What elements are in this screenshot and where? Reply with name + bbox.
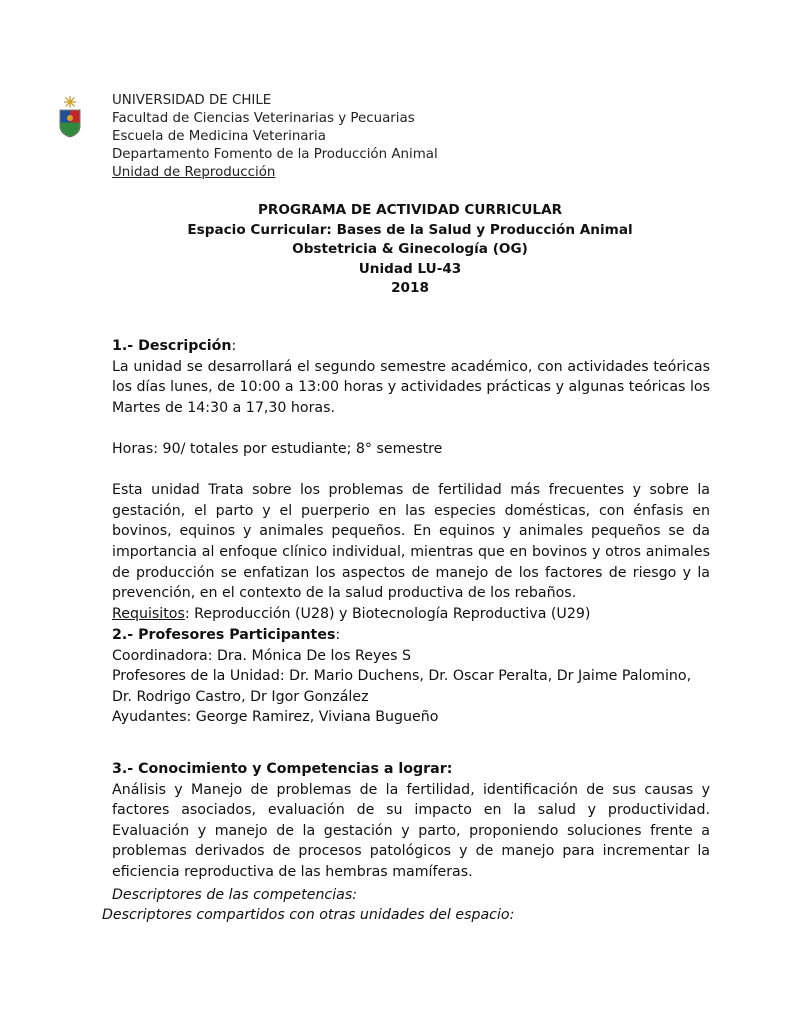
curricular-space: Espacio Curricular: Bases de la Salud y Producción Animal <box>187 221 633 238</box>
unit-code: Unidad LU-43 <box>358 260 462 277</box>
requirements-line: Requisitos: Reproducción (U28) y Biotecnología Reproductiva (U29) <box>112 605 591 622</box>
coordinator-line: Coordinadora: Dra. Mónica De los Reyes S <box>112 647 411 664</box>
unit-summary-paragraph: Esta unidad Trata sobre los problemas de fertilidad más frecuentes y sobre la gestación, el parto y el puerperio en las especies domésticas, con énfasis en bovinos, equinos y animales pequeños. En equinos y animales pequeños se da importancia al enfoque clínico individual, mientras que en bovinos y otros animales de producción se enfatizan los aspectos de manejo de los factores de riesgo y la prevención, en el contexto de la salud productiva de los rebaños. <box>112 482 710 602</box>
program-title: PROGRAMA DE ACTIVIDAD CURRICULAR <box>257 202 563 218</box>
institution-header <box>112 92 438 182</box>
unit-name: Unidad de Reproducción <box>112 165 276 180</box>
section-description <box>112 336 710 624</box>
assistants-line: Ayudantes: George Ramirez, Viviana Bugueño <box>112 709 439 726</box>
year: 2018 <box>391 280 429 296</box>
requirements-label: Requisitos <box>112 605 185 622</box>
section-heading: 3.- Conocimiento y Competencias a lograr: <box>112 761 453 777</box>
course-name: Obstetricia & Ginecología (OG) <box>292 241 528 257</box>
university-name: UNIVERSIDAD DE CHILE <box>112 93 272 108</box>
section-competencies <box>112 759 710 883</box>
section-heading: 1.- Descripción: <box>112 338 237 354</box>
competencies-paragraph: Análisis y Manejo de problemas de la fertilidad, identificación de sus causas y factores asociados, evaluación de su impacto en la salud y productividad. Evaluación y manejo de la gestación y parto, proponiendo soluciones frente a problemas derivados de procesos patológicos y de manejo para incrementar la eficiencia reproductiva de las hembras mamíferas. <box>112 781 710 880</box>
section-heading: 2.- Profesores Participantes: <box>112 627 341 643</box>
description-paragraph: La unidad se desarrollará el segundo semestre académico, con actividades teóricas los días lunes, de 10:00 a 13:00 horas y actividades prácticas y algunas teóricas los Martes de 14:30 a 17,30 horas. <box>112 358 710 416</box>
descriptors-heading: Descriptores de las competencias: <box>112 887 358 903</box>
professors-line: Profesores de la Unidad: Dr. Mario Duchens, Dr. Oscar Peralta, Dr Jaime Palomino, Dr. Rodrigo Castro, Dr Igor González <box>112 668 692 705</box>
hours-line: Horas: 90/ totales por estudiante; 8° semestre <box>112 440 443 457</box>
program-title-block <box>112 201 708 299</box>
faculty-name: Facultad de Ciencias Veterinarias y Pecuarias <box>112 111 415 126</box>
university-seal-logo <box>58 94 82 138</box>
section-professors <box>112 625 710 728</box>
shared-descriptors-heading: Descriptores compartidos con otras unidades del espacio: <box>102 907 515 923</box>
department-name: Departamento Fomento de la Producción Animal <box>112 147 438 162</box>
school-name: Escuela de Medicina Veterinaria <box>112 129 326 144</box>
